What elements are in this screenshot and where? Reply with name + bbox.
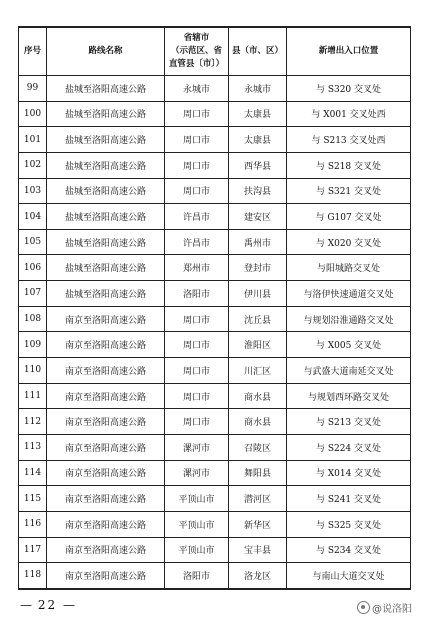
cell-route: 盐城至洛阳高速公路 xyxy=(47,255,165,281)
table-row xyxy=(19,486,411,512)
cell-seq: 108 xyxy=(19,306,47,332)
cell-route: 南京至洛阳高速公路 xyxy=(47,409,165,435)
cell-county: 川汇区 xyxy=(229,358,287,384)
cell-county: 西华县 xyxy=(229,152,287,178)
table-row xyxy=(19,229,411,255)
cell-route: 南京至洛阳高速公路 xyxy=(47,537,165,563)
table-row xyxy=(19,563,411,589)
footer-dash-left: — xyxy=(20,598,32,612)
header-route: 路线名称 xyxy=(47,27,165,76)
cell-route: 盐城至洛阳高速公路 xyxy=(47,229,165,255)
cell-admin: 许昌市 xyxy=(165,204,229,230)
table-header-row xyxy=(19,27,411,76)
cell-county: 新华区 xyxy=(229,511,287,537)
header-admin-line3: 直管县〔市〕） xyxy=(168,59,225,69)
table-row xyxy=(19,204,411,230)
cell-route: 南京至洛阳高速公路 xyxy=(47,383,165,409)
cell-county: 登封市 xyxy=(229,255,287,281)
table-row xyxy=(19,306,411,332)
table-row xyxy=(19,101,411,127)
cell-admin: 周口市 xyxy=(165,101,229,127)
watermark-text: @说洛阳 xyxy=(372,604,412,615)
cell-position: 与 S321 交叉处 xyxy=(287,178,411,204)
cell-admin: 郑州市 xyxy=(165,255,229,281)
cell-route: 南京至洛阳高速公路 xyxy=(47,460,165,486)
table-row xyxy=(19,409,411,435)
cell-admin: 许昌市 xyxy=(165,229,229,255)
cell-county: 宝丰县 xyxy=(229,537,287,563)
cell-route: 南京至洛阳高速公路 xyxy=(47,563,165,589)
cell-seq: 101 xyxy=(19,127,47,153)
cell-county: 洛龙区 xyxy=(229,563,287,589)
cell-county: 太康县 xyxy=(229,127,287,153)
cell-county: 建安区 xyxy=(229,204,287,230)
cell-county: 太康县 xyxy=(229,101,287,127)
cell-admin: 平顶山市 xyxy=(165,486,229,512)
cell-seq: 113 xyxy=(19,434,47,460)
cell-route: 南京至洛阳高速公路 xyxy=(47,511,165,537)
cell-admin: 平顶山市 xyxy=(165,511,229,537)
cell-admin: 周口市 xyxy=(165,409,229,435)
cell-route: 南京至洛阳高速公路 xyxy=(47,486,165,512)
cell-route: 盐城至洛阳高速公路 xyxy=(47,101,165,127)
cell-seq: 110 xyxy=(19,358,47,384)
cell-seq: 102 xyxy=(19,152,47,178)
cell-admin: 漯河市 xyxy=(165,434,229,460)
cell-position: 与 X014 交叉处 xyxy=(287,460,411,486)
cell-route: 盐城至洛阳高速公路 xyxy=(47,281,165,307)
header-admin xyxy=(165,27,229,76)
table-row xyxy=(19,127,411,153)
cell-position: 与 S325 交叉处 xyxy=(287,511,411,537)
cell-county: 沈丘县 xyxy=(229,306,287,332)
cell-county: 商水县 xyxy=(229,409,287,435)
cell-seq: 109 xyxy=(19,332,47,358)
cell-position: 与 S213 交叉处 xyxy=(287,409,411,435)
cell-county: 永城市 xyxy=(229,76,287,102)
table-row xyxy=(19,178,411,204)
cell-county: 商水县 xyxy=(229,383,287,409)
table-row xyxy=(19,537,411,563)
cell-admin: 周口市 xyxy=(165,332,229,358)
table-body xyxy=(19,76,411,589)
cell-route: 盐城至洛阳高速公路 xyxy=(47,204,165,230)
cell-seq: 100 xyxy=(19,101,47,127)
cell-position: 与规划西环路交叉处 xyxy=(287,383,411,409)
cell-admin: 洛阳市 xyxy=(165,563,229,589)
cell-position: 与 S224 交叉处 xyxy=(287,434,411,460)
header-admin-line2: （示范区、省 xyxy=(170,46,222,56)
cell-seq: 118 xyxy=(19,563,47,589)
cell-seq: 117 xyxy=(19,537,47,563)
cell-admin: 漯河市 xyxy=(165,460,229,486)
cell-seq: 99 xyxy=(19,76,47,102)
cell-admin: 周口市 xyxy=(165,383,229,409)
cell-seq: 114 xyxy=(19,460,47,486)
cell-seq: 105 xyxy=(19,229,47,255)
cell-seq: 112 xyxy=(19,409,47,435)
watermark xyxy=(357,600,412,615)
cell-seq: 115 xyxy=(19,486,47,512)
cell-position: 与 X020 交叉处 xyxy=(287,229,411,255)
header-county: 县（市、区） xyxy=(229,27,287,76)
cell-position: 与 S218 交叉处 xyxy=(287,152,411,178)
table-row xyxy=(19,511,411,537)
table-row xyxy=(19,434,411,460)
cell-seq: 107 xyxy=(19,281,47,307)
cell-seq: 103 xyxy=(19,178,47,204)
cell-position: 与规划沿淮通路交叉处 xyxy=(287,306,411,332)
cell-county: 禹州市 xyxy=(229,229,287,255)
cell-route: 南京至洛阳高速公路 xyxy=(47,358,165,384)
cell-route: 盐城至洛阳高速公路 xyxy=(47,76,165,102)
table-row xyxy=(19,76,411,102)
table-row xyxy=(19,332,411,358)
cell-route: 南京至洛阳高速公路 xyxy=(47,332,165,358)
table-row xyxy=(19,152,411,178)
cell-route: 南京至洛阳高速公路 xyxy=(47,434,165,460)
cell-route: 盐城至洛阳高速公路 xyxy=(47,178,165,204)
cell-county: 伊川县 xyxy=(229,281,287,307)
cell-county: 舞阳县 xyxy=(229,460,287,486)
table-row xyxy=(19,255,411,281)
table-row xyxy=(19,358,411,384)
wechat-logo-icon xyxy=(357,601,370,614)
header-seq: 序号 xyxy=(19,27,47,76)
cell-admin: 周口市 xyxy=(165,358,229,384)
cell-county: 召陵区 xyxy=(229,434,287,460)
cell-county: 扶沟县 xyxy=(229,178,287,204)
cell-admin: 平顶山市 xyxy=(165,537,229,563)
cell-route: 盐城至洛阳高速公路 xyxy=(47,127,165,153)
cell-seq: 104 xyxy=(19,204,47,230)
header-position: 新增出入口位置 xyxy=(287,27,411,76)
table-row xyxy=(19,383,411,409)
cell-seq: 106 xyxy=(19,255,47,281)
cell-position: 与阳城路交叉处 xyxy=(287,255,411,281)
cell-position: 与 G107 交叉处 xyxy=(287,204,411,230)
cell-seq: 111 xyxy=(19,383,47,409)
cell-admin: 周口市 xyxy=(165,152,229,178)
cell-county: 潜河区 xyxy=(229,486,287,512)
cell-admin: 周口市 xyxy=(165,178,229,204)
cell-position: 与 X001 交叉处西 xyxy=(287,101,411,127)
cell-admin: 周口市 xyxy=(165,306,229,332)
cell-admin: 周口市 xyxy=(165,127,229,153)
cell-position: 与 S234 交叉处 xyxy=(287,537,411,563)
cell-position: 与南山大道交叉处 xyxy=(287,563,411,589)
cell-position: 与洛伊快速通道交叉处 xyxy=(287,281,411,307)
cell-position: 与武盛大道南延交叉处 xyxy=(287,358,411,384)
cell-route: 盐城至洛阳高速公路 xyxy=(47,152,165,178)
cell-admin: 洛阳市 xyxy=(165,281,229,307)
cell-position: 与 X005 交叉处 xyxy=(287,332,411,358)
page-footer xyxy=(20,598,75,612)
table-row xyxy=(19,460,411,486)
table-row xyxy=(19,281,411,307)
cell-admin: 永城市 xyxy=(165,76,229,102)
footer-dash-right: — xyxy=(62,598,75,612)
cell-position: 与 S320 交叉处 xyxy=(287,76,411,102)
cell-seq: 116 xyxy=(19,511,47,537)
cell-county: 淮阳区 xyxy=(229,332,287,358)
cell-route: 南京至洛阳高速公路 xyxy=(47,306,165,332)
cell-position: 与 S241 交叉处 xyxy=(287,486,411,512)
page-number: 22 xyxy=(37,598,58,612)
entrance-table xyxy=(18,26,411,590)
header-admin-line1: 省辖市 xyxy=(183,33,210,43)
cell-position: 与 S213 交叉处西 xyxy=(287,127,411,153)
